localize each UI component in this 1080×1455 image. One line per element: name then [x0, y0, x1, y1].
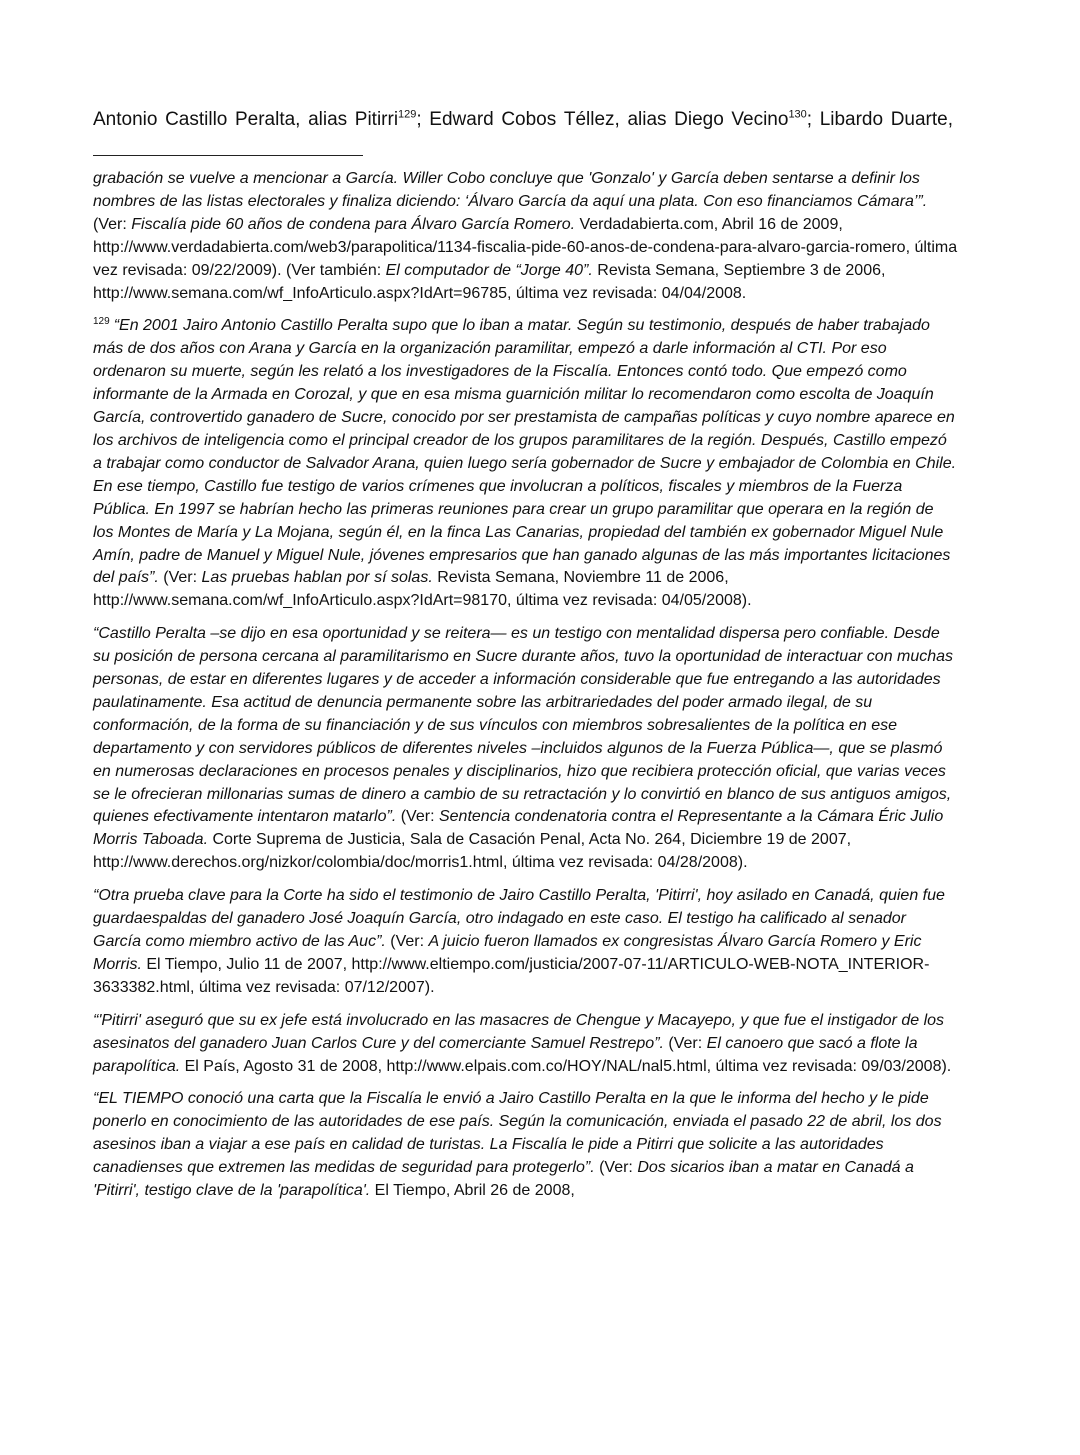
text-run: (Ver:	[385, 933, 429, 950]
body-word: Edward	[429, 109, 494, 130]
text-run: (Ver:	[93, 215, 132, 233]
footnote-paragraph	[93, 315, 958, 613]
body-word: Libardo	[819, 109, 884, 130]
text-run: Revista Semana, Noviembre 11 de 2006, http://www.semana.com/wf_InfoArticulo.aspx?IdArt=98170, última vez revisada: 04/05/2008).	[93, 569, 752, 610]
body-word: Téllez,	[563, 109, 620, 130]
footnote-number: 129	[93, 316, 110, 328]
text-run: (Ver:	[396, 808, 439, 826]
footnotes-section	[93, 168, 958, 1213]
italic-text-run: Fiscalía pide 60 años de condena para Álvaro García Romero.	[131, 215, 576, 233]
footnote-paragraph	[93, 885, 958, 1000]
footnote-paragraph	[93, 1088, 958, 1203]
text-run: El Tiempo, Julio 11 de 2007, http://www.eltiempo.com/justicia/2007-07-11/ARTICULO-WEB-NOTA_INTERIOR-3633382.html, última vez revisada: 07/12/2007).	[93, 955, 930, 996]
italic-text-run: Las pruebas hablan por sí solas.	[201, 569, 433, 587]
italic-text-run: A juicio fueron llamados ex congresistas Álvaro García Romero y Eric Morris.	[93, 933, 922, 973]
italic-text-run: “'Pitirri' aseguró que su ex jefe está involucrado en las masacres de Chengue y Macayepo, y que fue el instigador de los asesinatos del ganadero Juan Carlos Cure y del comerciante Samuel Restrepo”.	[93, 1011, 945, 1052]
text-run: El País, Agosto 31 de 2008, http://www.elpais.com.co/HOY/NAL/nal5.html, última vez revisada: 09/03/2008).	[180, 1057, 952, 1075]
body-word: Pitirri$^{129}$;	[354, 108, 422, 130]
italic-text-run: El canoero que sacó a flote la parapolítica.	[93, 1034, 918, 1075]
italic-text-run: “Castillo Peralta –se dijo en esa oportunidad y se reitera— es un testigo con mentalidad dispersa pero confiable. Desde su posición de persona cercana al paramilitarismo en Sucre durante años, tuvo la oportunidad de interactuar con muchas personas, de estar en diferentes lugares y de acceder a información considerable que fue entregando a las autoridades paulatinamente. Esa actitud de denuncia permanente sobre las arbitrariedades del poder armado ilegal, de su conformación, de la forma de su financiación y de sus vínculos con miembros sobresalientes de la política en ese departamento y con servidores públicos de diferentes niveles –incluidos algunos de la Fuerza Pública—, que se plasmó en numerosas declaraciones en procesos penales y disciplinarios, hizo que recibiera protección oficial, que varias veces se le ofrecieran millonarias sumas de dinero a cambio de su retractación y lo convirtió en blanco de sus antiguos amigos, quienes efectivamente intentaron matarlo”.	[93, 625, 954, 826]
body-word: alias	[308, 109, 348, 130]
footnote-reference[interactable]: 129	[398, 108, 417, 121]
body-text-line	[93, 105, 953, 135]
text-run: (Ver:	[594, 1159, 638, 1177]
footnote-paragraph	[93, 1010, 958, 1079]
text-run: Revista Semana, Septiembre 3 de 2006, http://www.semana.com/wf_InfoArticulo.aspx?IdArt=96785, última vez revisada: 04/04/2008.	[93, 261, 886, 302]
italic-text-run: Dos sicarios iban a matar en Canadá a 'Pitirri', testigo clave de la 'parapolítica'.	[93, 1159, 914, 1200]
body-word: Antonio	[93, 109, 158, 130]
footnote-separator	[93, 155, 363, 156]
italic-text-run: “EL TIEMPO conoció una carta que la Fiscalía le envió a Jairo Castillo Peralta en la que le informa del hecho y le pide ponerlo en conocimiento de las autoridades de ese país. Según la comunicación, enviada el pasado 22 de abril, los dos asesinos iban a viajar a ese país en calidad de turistas. La Fiscalía le pide a Pitirri que solicite a las autoridades canadienses que extremen las medidas de seguridad para protegerlo”.	[93, 1090, 942, 1177]
text-run: (Ver:	[158, 569, 202, 587]
italic-text-run: grabación se vuelve a mencionar a García. Willer Cobo concluye que 'Gonzalo' y García deben sentarse a definir los nombres de las listas electorales y finaliza diciendo: ‘Álvaro García da aquí una plata. Con eso financiamos Cámara’”.	[93, 170, 928, 210]
text-run: Verdadabierta.com, Abril 16 de 2009, http://www.verdadabierta.com/web3/parapolitica/1134-fiscalia-pide-60-anos-de-condena-para-alvaro-garcia-romero, última vez revisada: 09/22/2009). (Ver también:	[93, 215, 958, 279]
italic-text-run: “En 2001 Jairo Antonio Castillo Peralta supo que lo iban a matar. Según su testimonio, después de haber trabajado más de dos años con Arana y García en la organización paramilitar, empezó a darle información al CTI. Por eso ordenaron su muerte, según les relató a los investigadores de la Fiscalía. Entonces contó todo. Que empezó como informante de la Armada en Corozal, y que en esa misma guarnición militar lo recomendaron como escolta de Joaquín García, controvertido ganadero de Sucre, conocido por ser prestamista de campañas políticas y cuyo nombre aparece en los archivos de inteligencia como el principal creador de los grupos paramilitares de la región. Después, Castillo empezó a trabajar como conductor de Salvador Arana, quien luego sería gobernador de Sucre y embajador de Colombia en Chile. En ese tiempo, Castillo fue testigo de varios crímenes que involucran a políticos, fiscales y miembros de la Fuerza Pública. En 1997 se habrían hecho las primeras reuniones para crear un grupo paramilitar que operara en la región de los Montes de María y La Mojana, según él, en la finca Las Canarias, propiedad del también ex gobernador Miguel Nule Amín, padre de Manuel y Miguel Nule, jóvenes empresarios que han ganado algunas de las más importantes licitaciones del país”.	[93, 317, 957, 587]
italic-text-run: “Otra prueba clave para la Corte ha sido el testimonio de Jairo Castillo Peralta, 'Pitirri', hoy asilado en Canadá, quien fue guardaespaldas del ganadero José Joaquín García, otro indagado en este caso. El testigo ha calificado al senador García como miembro activo de las Auc”.	[93, 887, 945, 950]
body-word: alias	[627, 109, 667, 130]
footnote-paragraph	[93, 623, 958, 875]
text-run: Corte Suprema de Justicia, Sala de Casación Penal, Acta No. 264, Diciembre 19 de 2007, http://www.derechos.org/nizkor/colombia/doc/morris1.html, última vez revisada: 04/28/2008).	[93, 831, 852, 872]
body-word: Vecino$^{130}$;	[731, 108, 813, 130]
footnote-paragraph	[93, 168, 958, 305]
body-word: Cobos	[501, 109, 557, 130]
body-word: Peralta,	[234, 109, 301, 130]
body-word: Diego	[674, 109, 724, 130]
text-run: El Tiempo, Abril 26 de 2008,	[370, 1182, 575, 1200]
footnote-reference[interactable]: 130	[788, 108, 807, 121]
italic-text-run: El computador de “Jorge 40”.	[385, 261, 593, 279]
italic-text-run: Sentencia condenatoria contra el Representante a la Cámara Éric Julio Morris Taboada.	[93, 808, 944, 849]
body-word: Castillo	[165, 109, 228, 130]
text-run: (Ver:	[663, 1034, 707, 1052]
body-word: Duarte,	[890, 109, 953, 130]
